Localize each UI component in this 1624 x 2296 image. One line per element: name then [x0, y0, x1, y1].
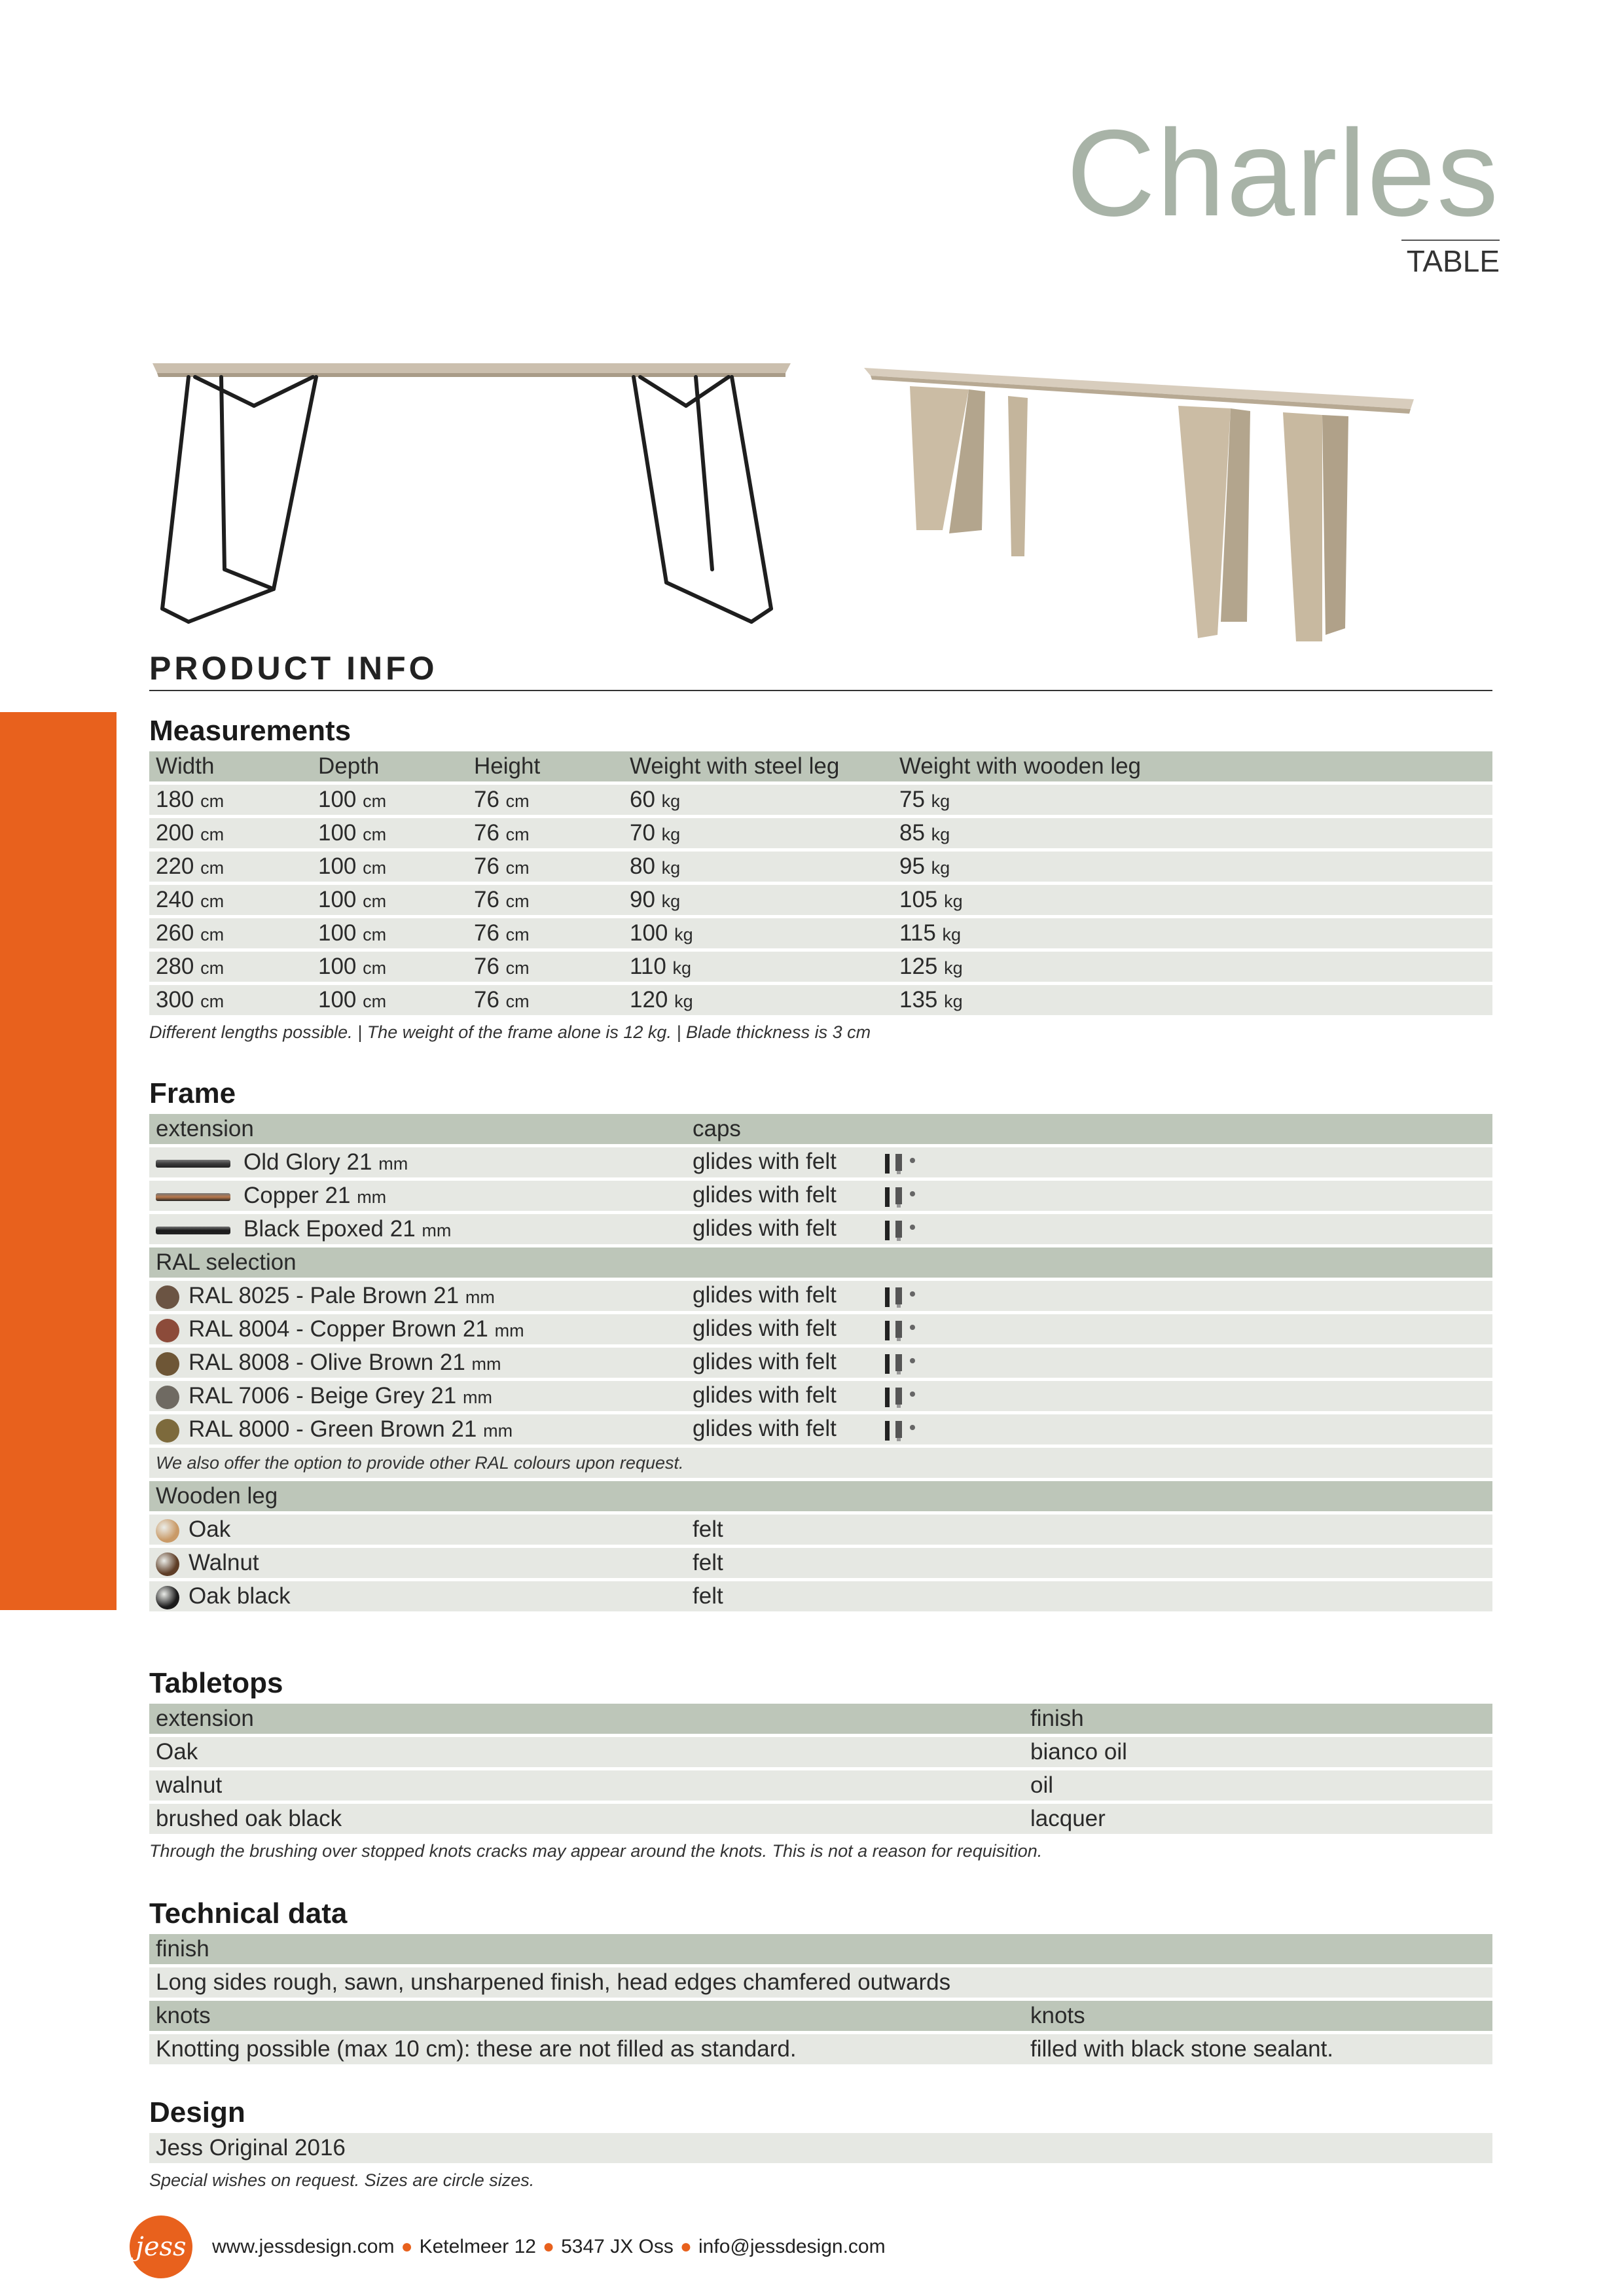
- cell-value: 100: [318, 920, 357, 946]
- table-cell: [312, 954, 467, 980]
- table-header-row: [149, 1704, 1492, 1734]
- ral-unit: mm: [494, 1321, 524, 1340]
- table-cell: [149, 920, 312, 946]
- table-cell: [149, 1550, 686, 1576]
- header-finish: finish: [1030, 1706, 1084, 1731]
- header-extension: extension: [156, 1116, 254, 1141]
- design-row: [149, 2133, 1492, 2163]
- cell-value: 135: [899, 987, 938, 1013]
- wood-name: Walnut: [189, 1550, 259, 1575]
- bullet-icon: ●: [679, 2236, 693, 2257]
- tabletop-finish: oil: [1030, 1772, 1054, 1798]
- tabletop-extension: Oak: [156, 1739, 198, 1765]
- cell-value: 90: [630, 887, 655, 912]
- cell-unit: kg: [944, 891, 963, 911]
- table-row: [149, 785, 1492, 815]
- cell-value: 200: [156, 820, 194, 846]
- bullet-icon: ●: [543, 2236, 555, 2257]
- table-cell: [686, 1382, 919, 1410]
- cell-value: 80: [630, 853, 655, 879]
- table-cell: [149, 820, 312, 846]
- ral-row: [149, 1348, 1492, 1378]
- design-value: Jess Original 2016: [156, 2135, 346, 2161]
- glide-cap-icon: [882, 1150, 919, 1176]
- frame-extension-row: [149, 1147, 1492, 1177]
- extension-name: Copper 21: [244, 1183, 351, 1208]
- table-row: [149, 885, 1492, 915]
- cell-unit: kg: [661, 858, 681, 878]
- measurements-heading: Measurements: [149, 715, 352, 747]
- ral-note-row: [149, 1448, 1492, 1478]
- wood-name: Oak: [189, 1516, 231, 1542]
- caps-value: glides with felt: [693, 1382, 837, 1408]
- ral-row: [149, 1381, 1492, 1411]
- cell-value: 260: [156, 920, 194, 946]
- table-cell: [623, 987, 893, 1013]
- tabletops-note: Through the brushing over stopped knots cracks may appear around the knots. This is not a reason for requisition.: [149, 1840, 1043, 1861]
- ral-name: RAL 8004 - Copper Brown 21: [189, 1316, 488, 1342]
- table-cell: [312, 787, 467, 813]
- table-cell: [312, 853, 467, 880]
- finish-header: finish: [156, 1936, 209, 1962]
- caps-value: felt: [693, 1516, 723, 1542]
- tabletop-finish: lacquer: [1030, 1806, 1106, 1831]
- side-accent-bar: [0, 712, 117, 1610]
- table-row: [149, 852, 1492, 882]
- glide-cap-icon: [882, 1283, 919, 1310]
- product-subtitle: TABLE: [1401, 240, 1500, 279]
- finish-text: Long sides rough, sawn, unsharpened finish, head edges chamfered outwards: [156, 1969, 951, 1995]
- product-info-heading: PRODUCT INFO: [149, 650, 438, 687]
- cell-value: 70: [630, 820, 655, 846]
- cell-value: 100: [630, 920, 668, 946]
- technical-heading: Technical data: [149, 1897, 348, 1929]
- cell-value: 220: [156, 853, 194, 879]
- table-cell: [623, 954, 893, 980]
- ral-row: [149, 1414, 1492, 1444]
- cell-unit: cm: [200, 958, 225, 978]
- table-cell: [467, 887, 623, 913]
- tabletops-heading: Tabletops: [149, 1667, 283, 1699]
- table-cell: [686, 1215, 919, 1243]
- jess-logo: jess: [130, 2215, 192, 2278]
- table-cell: [467, 820, 623, 846]
- header-caps: caps: [693, 1116, 741, 1141]
- cell-unit: cm: [363, 958, 387, 978]
- knots-header-left: knots: [156, 2003, 211, 2028]
- table-cell: [149, 1383, 686, 1409]
- table-cell: [686, 1349, 919, 1376]
- color-swatch: [156, 1386, 179, 1409]
- ral-unit: mm: [471, 1354, 501, 1374]
- table-cell: [623, 920, 893, 946]
- cell-unit: kg: [674, 992, 693, 1011]
- table-cell: [686, 1550, 723, 1576]
- measurements-note: Different lengths possible. | The weight of the frame alone is 12 kg. | Blade thickness is 3 cm: [149, 1022, 871, 1042]
- tabletop-finish: bianco oil: [1030, 1739, 1127, 1765]
- caps-value: glides with felt: [693, 1416, 837, 1442]
- cell-value: 300: [156, 987, 194, 1013]
- technical-table: [149, 1934, 1492, 2068]
- caps-value: glides with felt: [693, 1282, 837, 1308]
- tabletop-extension: walnut: [156, 1772, 223, 1798]
- caps-value: glides with felt: [693, 1149, 837, 1175]
- table-cell: [893, 887, 963, 913]
- cell-unit: cm: [363, 992, 387, 1011]
- design-table: [149, 2133, 1492, 2198]
- cell-unit: cm: [505, 891, 530, 911]
- caps-value: felt: [693, 1583, 723, 1609]
- finish-header-row: [149, 1934, 1492, 1964]
- ral-unit: mm: [462, 1388, 492, 1407]
- ral-unit: mm: [465, 1287, 495, 1307]
- table-cell: [686, 1416, 919, 1443]
- cell-unit: cm: [505, 858, 530, 878]
- steel-leg-table-image: [149, 353, 793, 641]
- table-cell: [623, 853, 893, 880]
- extension-unit: mm: [422, 1221, 452, 1240]
- cell-value: 75: [899, 787, 925, 812]
- cell-value: 76: [474, 954, 499, 979]
- cell-value: 76: [474, 787, 499, 812]
- frame-extension-row: [149, 1214, 1492, 1244]
- cell-unit: cm: [363, 825, 387, 844]
- product-title: Charles: [1066, 104, 1500, 242]
- tabletop-row: [149, 1737, 1492, 1767]
- header-width: Width: [156, 753, 215, 779]
- cell-value: 100: [318, 887, 357, 912]
- cell-unit: cm: [363, 791, 387, 811]
- knots-row: [149, 2034, 1492, 2064]
- table-cell: [893, 853, 950, 880]
- ral-row: [149, 1314, 1492, 1344]
- glide-cap-icon: [882, 1317, 919, 1343]
- table-cell: [467, 853, 623, 880]
- design-note-row: [149, 2165, 1492, 2195]
- table-row: [149, 952, 1492, 982]
- cell-unit: cm: [505, 992, 530, 1011]
- footer: [135, 2215, 886, 2278]
- table-cell: [149, 853, 312, 880]
- cell-value: 100: [318, 853, 357, 879]
- table-cell: [623, 887, 893, 913]
- extension-unit: mm: [378, 1154, 408, 1174]
- wooden-leg-table-image: [864, 360, 1427, 648]
- wooden-leg-row: [149, 1548, 1492, 1578]
- table-header-row: [149, 1114, 1492, 1144]
- header-height: Height: [474, 753, 541, 779]
- knots-right: filled with black stone sealant.: [1030, 2036, 1334, 2062]
- cell-value: 76: [474, 987, 499, 1013]
- table-cell: [149, 1416, 686, 1443]
- header-weight-steel: Weight with steel leg: [630, 753, 840, 779]
- glide-cap-icon: [882, 1384, 919, 1410]
- ral-name: RAL 8000 - Green Brown 21: [189, 1416, 477, 1442]
- wood-swatch: [156, 1552, 179, 1576]
- table-cell: [893, 820, 950, 846]
- table-cell: [623, 787, 893, 813]
- design-note: Special wishes on request. Sizes are circle sizes.: [149, 2170, 535, 2190]
- header-weight-wood: Weight with wooden leg: [899, 753, 1142, 779]
- wood-swatch: [156, 1519, 179, 1543]
- cell-value: 100: [318, 787, 357, 812]
- ral-row: [149, 1281, 1492, 1311]
- header-depth: Depth: [318, 753, 380, 779]
- wooden-leg-header: [149, 1481, 1492, 1511]
- wood-name: Oak black: [189, 1583, 291, 1609]
- cell-value: 95: [899, 853, 925, 879]
- cell-value: 76: [474, 820, 499, 846]
- table-cell: [312, 920, 467, 946]
- ral-unit: mm: [483, 1421, 513, 1441]
- table-header-row: [149, 751, 1492, 781]
- caps-value: felt: [693, 1550, 723, 1575]
- table-cell: [149, 987, 312, 1013]
- cell-unit: kg: [944, 958, 963, 978]
- knots-left: Knotting possible (max 10 cm): these are not filled as standard.: [156, 2036, 797, 2062]
- table-cell: [467, 987, 623, 1013]
- cell-unit: cm: [505, 925, 530, 944]
- table-row: [149, 918, 1492, 948]
- tabletops-note-row: [149, 1836, 1492, 1866]
- cell-unit: cm: [200, 992, 225, 1011]
- caps-value: glides with felt: [693, 1349, 837, 1375]
- color-swatch: [156, 1419, 179, 1443]
- tabletop-row: [149, 1804, 1492, 1834]
- table-cell: [893, 920, 961, 946]
- cell-unit: kg: [931, 791, 950, 811]
- knots-header-right: knots: [1030, 2003, 1085, 2028]
- cell-value: 105: [899, 887, 938, 912]
- cell-unit: cm: [200, 825, 225, 844]
- cell-unit: kg: [661, 791, 681, 811]
- caps-value: glides with felt: [693, 1316, 837, 1342]
- color-swatch: [156, 1352, 179, 1376]
- color-swatch: [156, 1285, 179, 1309]
- frame-heading: Frame: [149, 1077, 236, 1109]
- glide-cap-icon: [882, 1417, 919, 1443]
- table-row: [149, 818, 1492, 848]
- cell-value: 100: [318, 820, 357, 846]
- cell-unit: kg: [931, 858, 950, 878]
- tabletop-extension: brushed oak black: [156, 1806, 342, 1831]
- cell-value: 110: [630, 954, 666, 979]
- table-cell: [893, 954, 963, 980]
- cell-value: 85: [899, 820, 925, 846]
- wooden-leg-row: [149, 1515, 1492, 1545]
- tabletops-table: [149, 1704, 1492, 1869]
- extension-name: Old Glory 21: [244, 1149, 372, 1175]
- wood-swatch: [156, 1586, 179, 1609]
- table-cell: [312, 820, 467, 846]
- table-cell: [149, 1216, 686, 1242]
- cell-value: 115: [899, 920, 936, 946]
- ral-name: RAL 8025 - Pale Brown 21: [189, 1283, 460, 1308]
- table-cell: [149, 1583, 686, 1609]
- table-cell: [312, 987, 467, 1013]
- table-cell: [467, 787, 623, 813]
- table-cell: [149, 787, 312, 813]
- caps-value: glides with felt: [693, 1182, 837, 1208]
- cell-unit: cm: [363, 891, 387, 911]
- finish-swatch: [156, 1193, 230, 1201]
- cell-value: 76: [474, 853, 499, 879]
- table-cell: [149, 1283, 686, 1309]
- footer-website[interactable]: www.jessdesign.com: [212, 2236, 395, 2257]
- tabletop-row: [149, 1770, 1492, 1801]
- wooden-leg-row: [149, 1581, 1492, 1611]
- caps-value: glides with felt: [693, 1215, 837, 1242]
- cell-unit: cm: [505, 958, 530, 978]
- cell-value: 180: [156, 787, 194, 812]
- table-cell: [312, 887, 467, 913]
- table-cell: [149, 1316, 686, 1342]
- finish-row: [149, 1967, 1492, 1998]
- ral-name: RAL 7006 - Beige Grey 21: [189, 1383, 457, 1408]
- table-cell: [623, 820, 893, 846]
- table-cell: [149, 1350, 686, 1376]
- table-cell: [149, 887, 312, 913]
- section-divider: [149, 690, 1492, 691]
- cell-unit: kg: [661, 891, 681, 911]
- cell-unit: cm: [363, 925, 387, 944]
- cell-unit: kg: [944, 992, 963, 1011]
- cell-unit: kg: [672, 958, 692, 978]
- cell-value: 60: [630, 787, 655, 812]
- extension-unit: mm: [357, 1187, 387, 1207]
- table-cell: [467, 920, 623, 946]
- cell-unit: cm: [200, 858, 225, 878]
- table-cell: [686, 1282, 919, 1310]
- measurements-note-row: [149, 1017, 1492, 1047]
- cell-unit: cm: [200, 791, 225, 811]
- table-cell: [686, 1583, 723, 1609]
- finish-swatch: [156, 1227, 230, 1234]
- footer-city: 5347 JX Oss: [561, 2236, 674, 2257]
- glide-cap-icon: [882, 1183, 919, 1210]
- cell-unit: cm: [200, 925, 225, 944]
- ral-note: We also offer the option to provide other RAL colours upon request.: [156, 1452, 684, 1473]
- table-cell: [686, 1316, 919, 1343]
- table-cell: [893, 987, 963, 1013]
- cell-unit: kg: [661, 825, 681, 844]
- table-cell: [149, 1149, 686, 1175]
- footer-street: Ketelmeer 12: [419, 2236, 536, 2257]
- table-cell: [467, 954, 623, 980]
- glide-cap-icon: [882, 1217, 919, 1243]
- table-cell: [149, 1183, 686, 1209]
- measurements-table: [149, 751, 1492, 1050]
- cell-unit: cm: [200, 891, 225, 911]
- footer-email[interactable]: info@jessdesign.com: [698, 2236, 886, 2257]
- cell-unit: kg: [942, 925, 962, 944]
- table-cell: [149, 954, 312, 980]
- table-cell: [686, 1516, 723, 1543]
- table-cell: [686, 1182, 919, 1210]
- extension-name: Black Epoxed 21: [244, 1216, 416, 1242]
- cell-value: 120: [630, 987, 668, 1013]
- table-row: [149, 985, 1492, 1015]
- cell-unit: cm: [363, 858, 387, 878]
- header-extension: extension: [156, 1706, 254, 1731]
- cell-unit: cm: [505, 825, 530, 844]
- knots-header-row: [149, 2001, 1492, 2031]
- finish-swatch: [156, 1160, 230, 1168]
- ral-selection-header: [149, 1247, 1492, 1278]
- frame-table: [149, 1114, 1492, 1615]
- table-cell: [149, 1516, 686, 1543]
- glide-cap-icon: [882, 1350, 919, 1376]
- cell-value: 76: [474, 920, 499, 946]
- bullet-icon: ●: [401, 2236, 413, 2257]
- cell-value: 280: [156, 954, 194, 979]
- cell-value: 100: [318, 954, 357, 979]
- ral-selection-label: RAL selection: [156, 1249, 297, 1275]
- cell-unit: cm: [505, 791, 530, 811]
- design-heading: Design: [149, 2096, 245, 2128]
- cell-unit: kg: [674, 925, 693, 944]
- cell-unit: kg: [931, 825, 950, 844]
- cell-value: 240: [156, 887, 194, 912]
- cell-value: 125: [899, 954, 938, 979]
- cell-value: 100: [318, 987, 357, 1013]
- wooden-leg-label: Wooden leg: [156, 1483, 278, 1509]
- frame-extension-row: [149, 1181, 1492, 1211]
- table-cell: [893, 787, 950, 813]
- cell-value: 76: [474, 887, 499, 912]
- ral-name: RAL 8008 - Olive Brown 21: [189, 1350, 465, 1375]
- table-cell: [686, 1149, 919, 1176]
- color-swatch: [156, 1319, 179, 1342]
